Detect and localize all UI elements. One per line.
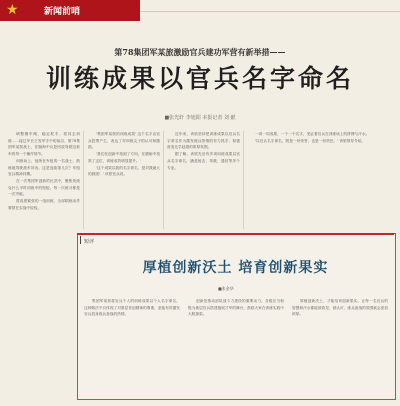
article-paragraph: '我们在创新中找到了方向，在磨砺中找准了定位，训练成效明显提升。' — [88, 152, 160, 163]
article-byline: ■张光轩 李旭阳 本报记者 刘 献 — [164, 115, 236, 121]
article-paragraph: 近年来，该旅坚持把训练成果以官兵名字命名作为激发练兵热情的有力抓手，积极营造比学赶超的浓厚氛围。 — [167, 132, 240, 150]
commentary-column-2 — [188, 298, 284, 394]
commentary-tag: 短评 — [84, 239, 95, 245]
header-rule — [140, 11, 400, 12]
column-divider — [83, 131, 84, 229]
commentary-top-rule — [77, 233, 394, 235]
article-column-4 — [247, 131, 392, 229]
section-label: 新闻前哨 — [44, 7, 81, 17]
star-icon: ★ — [6, 2, 19, 18]
commentary-paragraph: 集团军某旅将官兵个人的训练成果以个人名字命名，这种做法不仅体现了对基层首创精神的尊重，更能有效激发官兵投身练兵备战的热情。 — [84, 299, 180, 317]
article-paragraph: '这个成果以我的名字命名，是对我最大的鼓励！' 该旅官兵说。 — [88, 165, 160, 177]
commentary-column-3 — [292, 298, 388, 394]
article-paragraph: '以官兵名字命名，既是一份荣誉，也是一份责任。' 该旅领导介绍。 — [255, 138, 366, 143]
commentary-title: 厚植创新沃土 培育创新果实 — [142, 260, 329, 276]
commentary-byline: ■张金华 — [218, 286, 234, 291]
article-paragraph: 据了解，该旅先后有多项训练成果以官兵名字命名，涵盖射击、驾驶、通信等多个专业。 — [167, 152, 240, 170]
commentary-paragraph: 厚植创新沃土，才能培育创新果实。让每一名官兵的智慧和汗水都能被看见、被认可，练兵备战的氛围就会更加浓厚。 — [292, 299, 388, 317]
commentary-tag-marker — [80, 236, 81, 244]
column-divider — [243, 131, 244, 229]
column-divider — [163, 131, 164, 229]
article-paragraph: 在一次集团军创新的比武中，聚焦传统克什么平时训练中的短板，每一次练习都是一次突破。 — [8, 178, 80, 197]
commentary-column-1 — [84, 298, 180, 394]
article-column-2 — [88, 131, 160, 229]
article-column-1 — [8, 131, 80, 399]
article-paragraph: 训练场上，他所在车组的一名战士，熟练地驾驶战车冲出。这是连续第几次？车组官兵精神抖擞。 — [8, 158, 80, 177]
commentary-paragraph: 创新是推动部队战斗力建设的重要动力。各级应当积极为基层官兵搭建施展才华的舞台，鼓励大家在训练实践中大胆探索。 — [188, 299, 284, 317]
article-kicker: 第78集团军某旅激励官兵建功军营有新举措—— — [114, 47, 286, 57]
article-paragraph: '集团军某旅的训练成果' 这个名字由官兵投票产生，表达了对训练尖子的认可和激励。 — [88, 132, 160, 150]
article-paragraph: 调整捆车绳、稳定舵手、将同去训练……接过车长王发军手中的前沿，第78集团军某旅战士，在脑海中反复回放驾驶这套车的每一个操作细节。 — [8, 132, 80, 157]
article-paragraph: 一项一项成果、一个一个名字，见证着官兵在训练场上的拼搏与汗水。 — [255, 132, 370, 136]
article-paragraph: 将高度紧张的一组训练，全部精练动作要领在实战中检验。 — [8, 199, 80, 210]
article-column-3 — [167, 131, 240, 229]
article-title: 训练成果以官兵名字命名 — [45, 64, 354, 93]
